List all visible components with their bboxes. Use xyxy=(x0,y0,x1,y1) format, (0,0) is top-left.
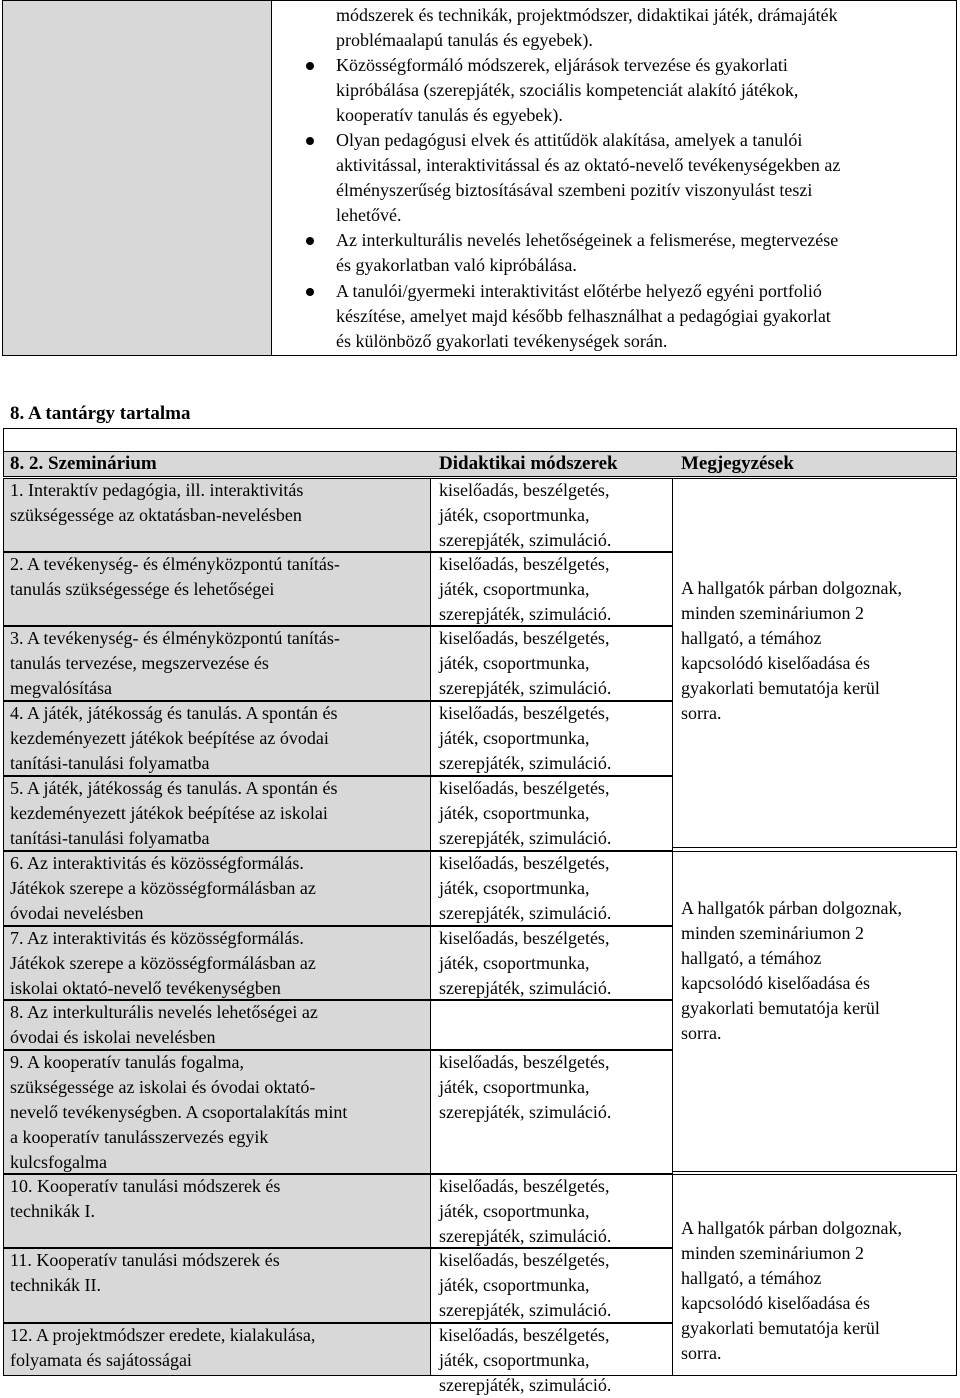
row-topic: 12. A projektmódszer eredete, kialakulása, folyamata és sajátosságai xyxy=(10,1325,316,1370)
table-top-band xyxy=(3,428,957,452)
header-topic: 8. 2. Szeminárium xyxy=(10,453,157,474)
row-methods: kiselőadás, beszélgetés, játék, csoportmunka, szerepjáték, szimuláció. xyxy=(439,1325,612,1395)
row-topic: 2. A tevékenység- és élményközpontú tanítás- tanulás szükségessége és lehetőségei xyxy=(10,554,340,599)
bullet-item: Közösségformáló módszerek, eljárások tervezése és gyakorlati kipróbálása (szerepjáték, szociális kompetenciát alakító játékok, kooperatív tanulás és egyebek). xyxy=(336,55,799,125)
top-left-cell xyxy=(2,0,272,356)
row-topic: 9. A kooperatív tanulás fogalma, szükségessége az iskolai és óvodai oktató- nevelő tevékenységben. A csoportalakítás mint a kooperatív tanulásszervezés egyik kulcsfogalma xyxy=(10,1052,348,1172)
bullet-dot xyxy=(306,288,314,296)
bullet-item: Olyan pedagógusi elvek és attitűdök alakítása, amelyek a tanulói aktivitással, interaktivitással és az oktató-nevelő tevékenységekben az élményszerűség biztosításával szembeni pozitív viszonyulást teszi lehetővé. xyxy=(336,130,841,225)
notes-cell: A hallgatók párban dolgoznak, minden szemináriumon 2 hallgató, a témához kapcsolódó kiselőadása és gyakorlati bemutatója kerül sorra. xyxy=(681,898,902,1043)
row-methods: kiselőadás, beszélgetés, játék, csoportmunka, szerepjáték, szimuláció. xyxy=(439,1176,612,1246)
intro-text: módszerek és technikák, projektmódszer, didaktikai játék, drámajáték problémaalapú tanulás és egyebek). xyxy=(336,5,838,50)
bullet-item: A tanulói/gyermeki interaktivitást előtérbe helyező egyéni portfolió készítése, amelyet majd később felhasználhat a pedagógiai gyakorlat és különböző gyakorlati tevékenységek során. xyxy=(336,281,831,351)
row-topic: 7. Az interaktivitás és közösségformálás. Játékok szerepe a közösségformálásban az iskolai oktató-nevelő tevékenységben xyxy=(10,928,316,998)
header-notes: Megjegyzések xyxy=(681,453,794,474)
row-topic: 5. A játék, játékosság és tanulás. A spontán és kezdeményezett játékok beépítése az iskolai tanítási-tanulási folyamatba xyxy=(10,778,338,848)
row-topic: 6. Az interaktivitás és közösségformálás. Játékok szerepe a közösségformálásban az óvodai nevelésben xyxy=(10,853,316,923)
bullet-dot xyxy=(306,62,314,70)
row-methods: kiselőadás, beszélgetés, játék, csoportmunka, szerepjáték, szimuláció. xyxy=(439,1250,612,1320)
row-methods: kiselőadás, beszélgetés, játék, csoportmunka, szerepjáték, szimuláció. xyxy=(439,628,612,698)
header-methods: Didaktikai módszerek xyxy=(439,453,618,474)
row-topic: 4. A játék, játékosság és tanulás. A spontán és kezdeményezett játékok beépítése az óvodai tanítási-tanulási folyamatba xyxy=(10,703,338,773)
section-heading: 8. A tantárgy tartalma xyxy=(10,403,191,424)
row-methods: kiselőadás, beszélgetés, játék, csoportmunka, szerepjáték, szimuláció. xyxy=(439,703,612,773)
row-topic: 10. Kooperatív tanulási módszerek és technikák I. xyxy=(10,1176,281,1221)
row-topic: 3. A tevékenység- és élményközpontú tanítás- tanulás tervezése, megszervezése és megvalósítása xyxy=(10,628,340,698)
row-methods: kiselőadás, beszélgetés, játék, csoportmunka, szerepjáték, szimuláció. xyxy=(439,928,612,998)
row-topic: 8. Az interkulturális nevelés lehetőségei az óvodai és iskolai nevelésben xyxy=(10,1002,318,1047)
row-methods: kiselőadás, beszélgetés, játék, csoportmunka, szerepjáték, szimuláció. xyxy=(439,778,612,848)
bullet-dot xyxy=(306,137,314,145)
row-methods: kiselőadás, beszélgetés, játék, csoportmunka, szerepjáték, szimuláció. xyxy=(439,480,612,550)
bullet-dot xyxy=(306,237,314,245)
row-topic: 1. Interaktív pedagógia, ill. interaktivitás szükségessége az oktatásban-nevelésben xyxy=(10,480,304,525)
methods-cell xyxy=(430,1000,673,1050)
row-methods: kiselőadás, beszélgetés, játék, csoportmunka, szerepjáték, szimuláció. xyxy=(439,1052,612,1122)
row-topic: 11. Kooperatív tanulási módszerek és technikák II. xyxy=(10,1250,280,1295)
notes-cell: A hallgatók párban dolgoznak, minden szemináriumon 2 hallgató, a témához kapcsolódó kiselőadása és gyakorlati bemutatója kerül sorra. xyxy=(681,578,902,723)
bullet-item: Az interkulturális nevelés lehetőségeinek a felismerése, megtervezése és gyakorlatban való kipróbálása. xyxy=(336,230,839,275)
notes-cell: A hallgatók párban dolgoznak, minden szemináriumon 2 hallgató, a témához kapcsolódó kiselőadása és gyakorlati bemutatója kerül sorra. xyxy=(681,1218,902,1363)
row-methods: kiselőadás, beszélgetés, játék, csoportmunka, szerepjáték, szimuláció. xyxy=(439,554,612,624)
row-methods: kiselőadás, beszélgetés, játék, csoportmunka, szerepjáték, szimuláció. xyxy=(439,853,612,923)
